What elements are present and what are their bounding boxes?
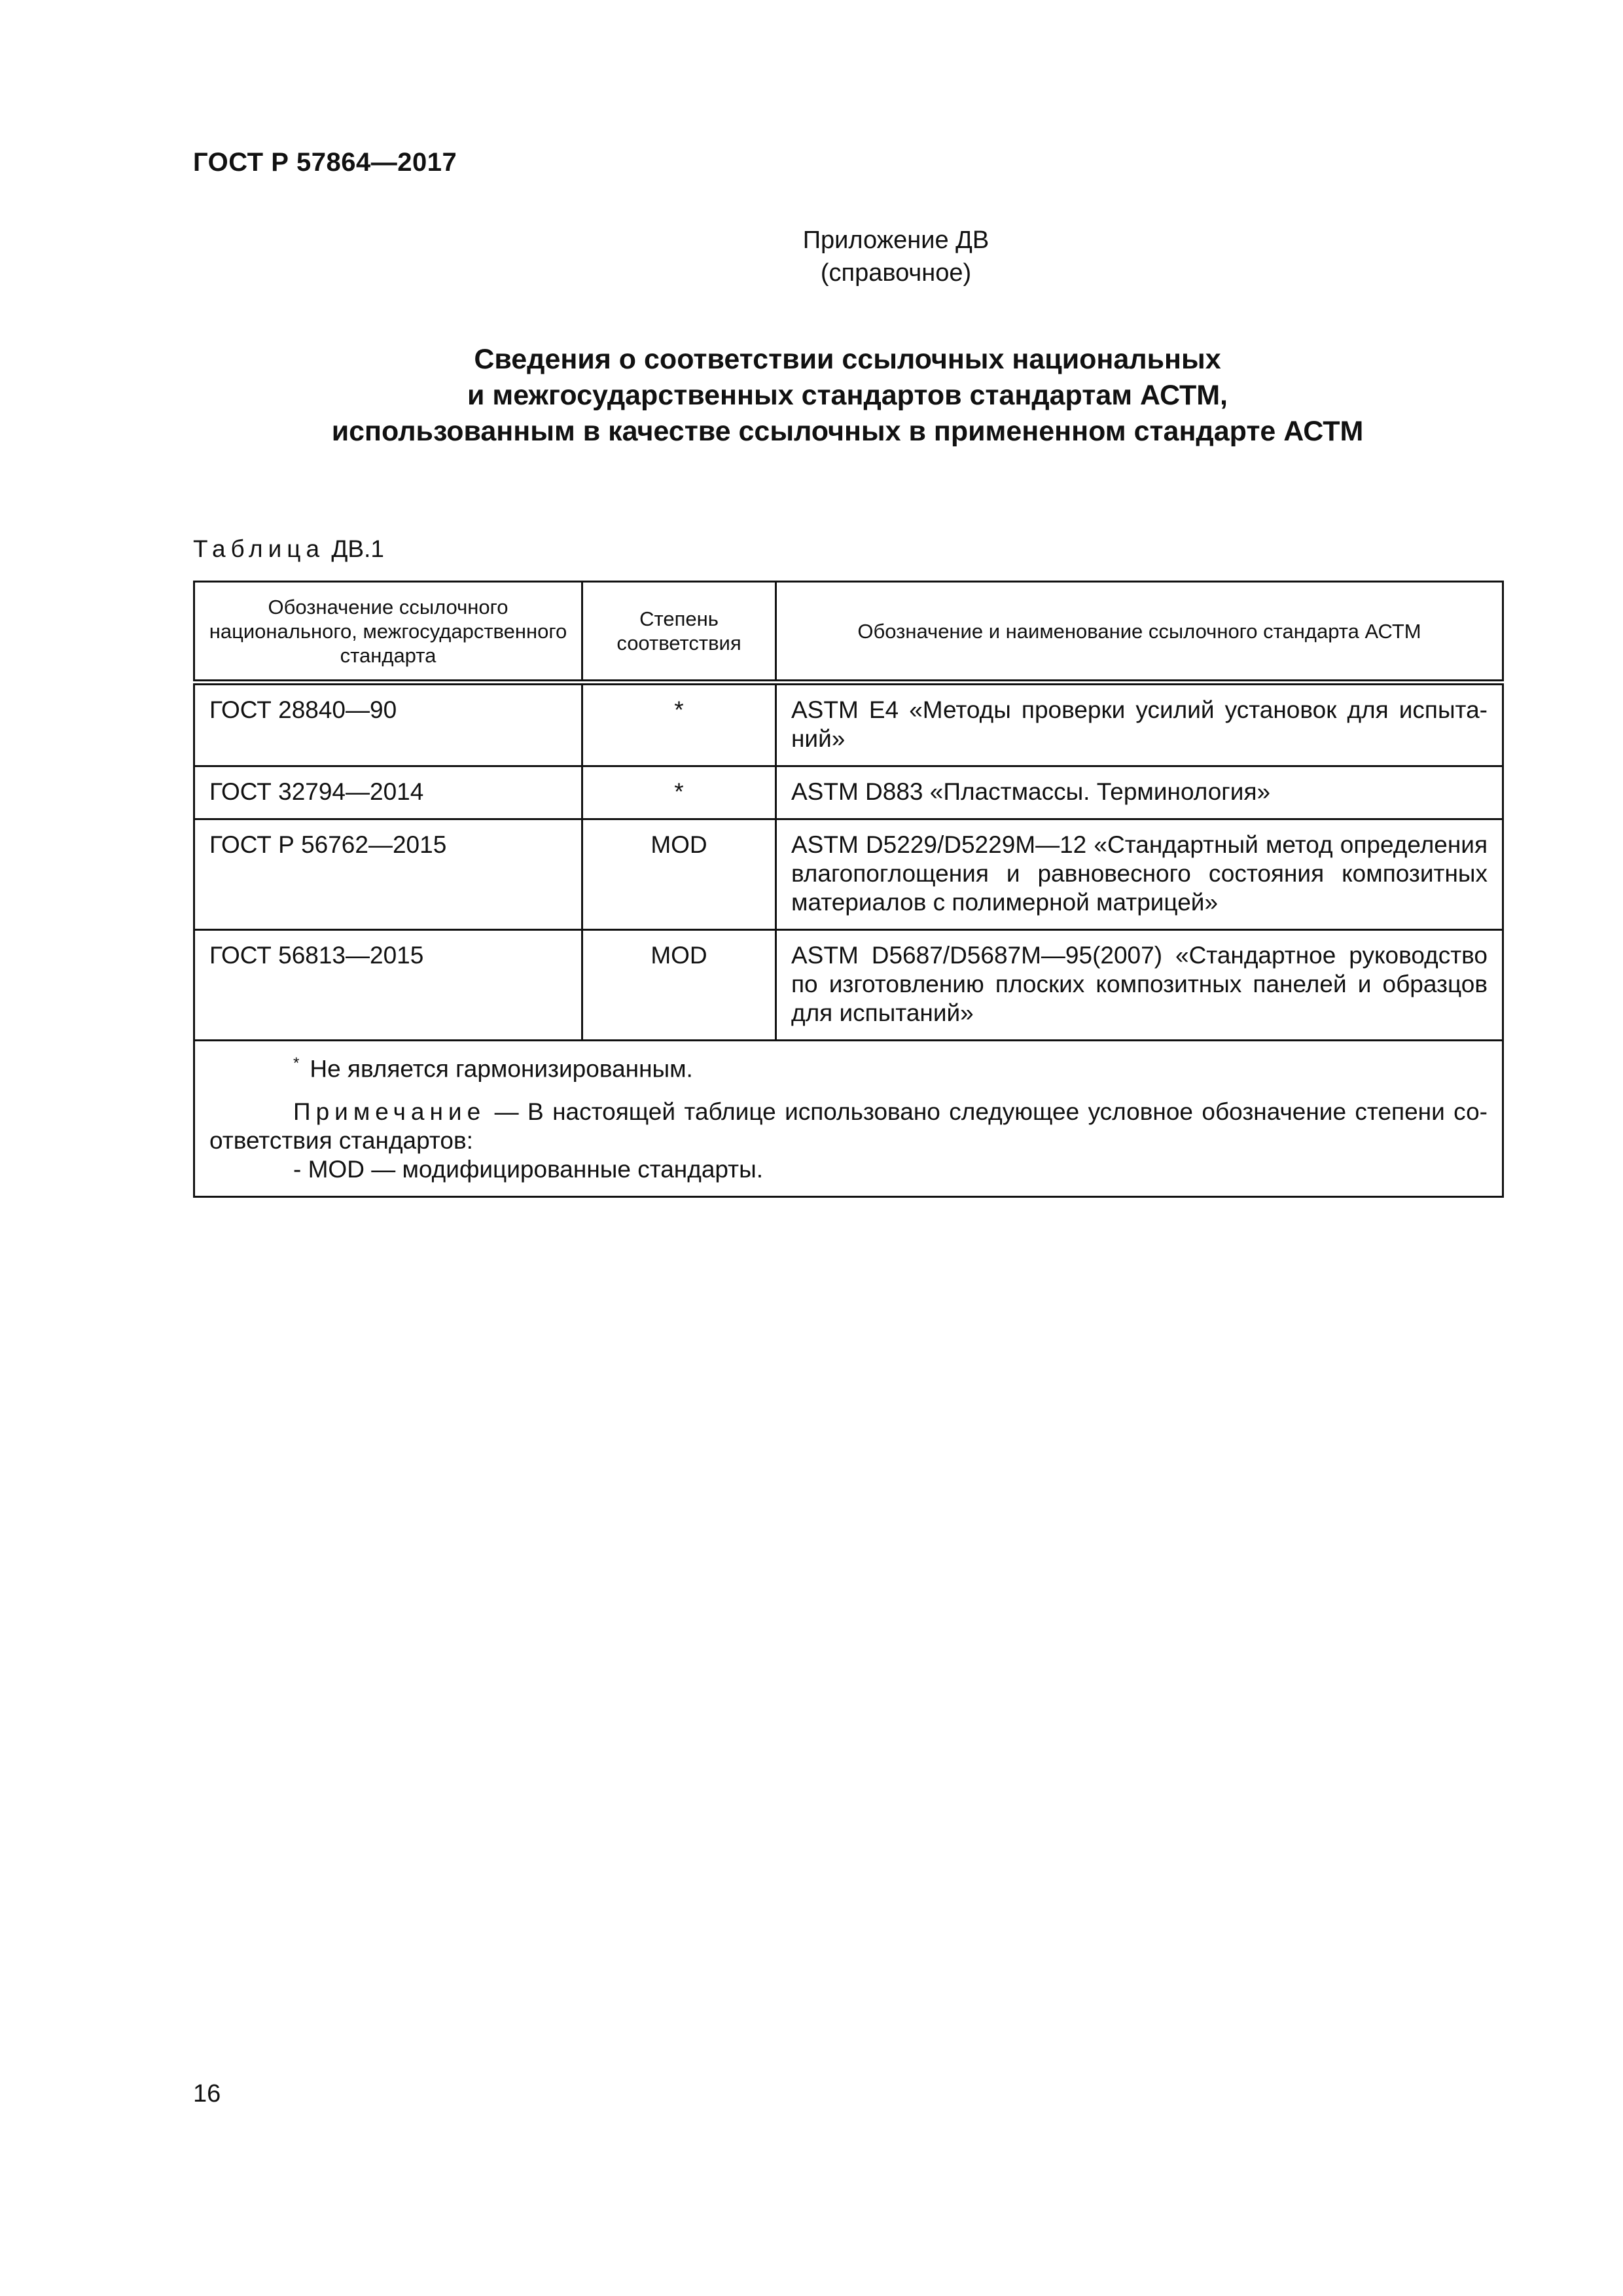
table-caption [193, 535, 384, 563]
cell-gost: ГОСТ 28840—90 [194, 683, 582, 766]
table-row [194, 766, 1503, 819]
footnote [209, 1049, 1488, 1083]
table-footer-row [194, 1041, 1503, 1197]
section-title-line-2: и межгосударственных стандартов стандартам АСТМ, [467, 380, 1228, 411]
cell-gost: ГОСТ 32794—2014 [194, 766, 582, 819]
cell-gost: ГОСТ 56813—2015 [194, 930, 582, 1041]
cell-degree: MOD [582, 819, 776, 930]
page-number: 16 [193, 2080, 221, 2108]
table-footnote-cell [194, 1041, 1503, 1197]
cell-gost: ГОСТ Р 56762—2015 [194, 819, 582, 930]
header-gost-designation: Обозначение ссылочного национального, межгосударственного стандарта [194, 582, 582, 683]
footnote-mark: * [293, 1054, 300, 1072]
table-caption-number: ДВ.1 [331, 535, 384, 562]
note-text: — В настоящей таблице использовано следующее условное обозначение степени соответствия стандартов: [209, 1098, 1488, 1155]
note-label: Примечание [293, 1098, 486, 1126]
document-code-header: ГОСТ Р 57864—2017 [193, 148, 457, 177]
table-row [194, 930, 1503, 1041]
appendix-heading [713, 224, 1079, 289]
cell-degree: * [582, 766, 776, 819]
header-degree: Степень соответствия [582, 582, 776, 683]
section-title-line-1: Сведения о соответствии ссылочных национальных [474, 344, 1221, 375]
table-row [194, 683, 1503, 766]
note-item-mod: - MOD — модифицированные стандарты. [293, 1156, 763, 1183]
cell-astm: ASTM E4 «Методы проверки усилий установок для испытаний» [776, 683, 1503, 766]
table-caption-word: Таблица [193, 535, 325, 562]
reference-table [193, 581, 1504, 1198]
cell-degree: * [582, 683, 776, 766]
section-title [193, 342, 1502, 450]
header-astm-designation: Обозначение и наименование ссылочного стандарта АСТМ [776, 582, 1503, 683]
appendix-subtitle: (справочное) [820, 259, 972, 287]
cell-degree: MOD [582, 930, 776, 1041]
table-note [209, 1098, 1488, 1155]
cell-astm: ASTM D883 «Пластмассы. Терминология» [776, 766, 1503, 819]
cell-astm: ASTM D5687/D5687M—95(2007) «Стандартное руководство по изготовлению плоских композитных панелей и образцов для испытаний» [776, 930, 1503, 1041]
reference-table-container [193, 581, 1502, 1198]
appendix-title: Приложение ДВ [802, 226, 990, 254]
cell-astm: ASTM D5229/D5229M—12 «Стандартный метод определения влагопоглощения и равновесного состояния композитных материалов с полимерной матрицей» [776, 819, 1503, 930]
table-header-row [194, 582, 1503, 683]
footnote-text: Не является гармонизированным. [310, 1055, 693, 1083]
table-row [194, 819, 1503, 930]
section-title-line-3: использованным в качестве ссылочных в примененном стандарте АСТМ [331, 416, 1364, 447]
